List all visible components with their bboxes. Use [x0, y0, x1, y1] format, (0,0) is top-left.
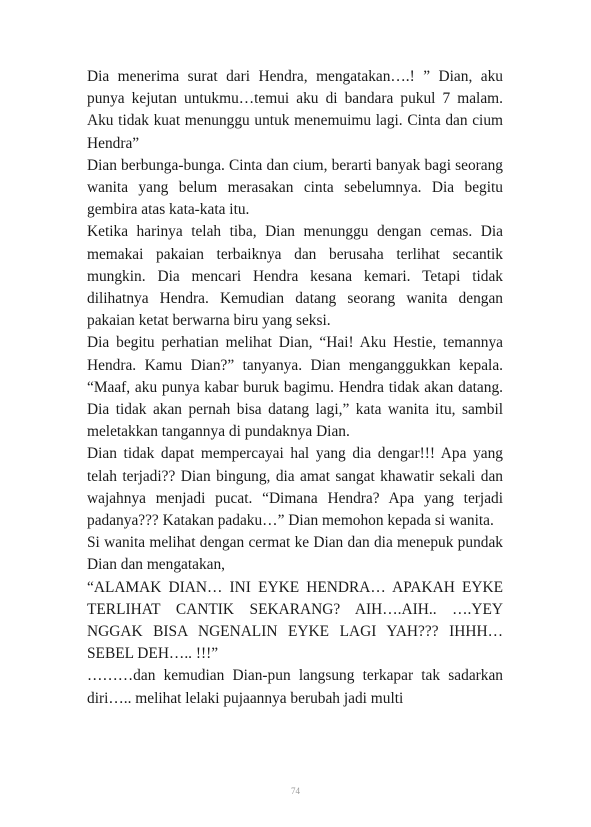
- paragraph: Dia begitu perhatian melihat Dian, “Hai! Aku Hestie, temannya Hendra. Kamu Dian?” tanyanya. Dian menganggukkan kepala. “Maaf, aku punya kabar buruk bagimu. Hendra tidak akan datang. Dia tidak akan pernah bisa datang lagi,” kata wanita itu, sambil meletakkan tangannya di pundaknya Dian.: [87, 334, 503, 441]
- paragraph: “ALAMAK DIAN… INI EYKE HENDRA… APAKAH EYKE TERLIHAT CANTIK SEKARANG? AIH….AIH.. ….YEY NGGAK BISA NGENALIN EYKE LAGI YAH??? IHHH… SEBEL DEH….. !!!”: [87, 578, 503, 663]
- paragraph: Dian tidak dapat mempercayai hal yang dia dengar!!! Apa yang telah terjadi?? Dian bingung, dia amat sangat khawatir sekali dan wajahnya menjadi pucat. “Dimana Hendra? Apa yang terjadi padanya??? Katakan padaku…” Dian memohon kepada si wanita.: [87, 445, 503, 530]
- paragraph: Si wanita melihat dengan cermat ke Dian dan dia menepuk pundak Dian dan mengatakan,: [87, 534, 503, 574]
- body-text: [87, 66, 503, 710]
- page-number: 74: [291, 786, 300, 796]
- paragraph: Dia menerima surat dari Hendra, mengatakan….! ” Dian, aku punya kejutan untukmu…temui aku di bandara pukul 7 malam. Aku tidak kuat menunggu untuk menemuimu lagi. Cinta dan cium Hendra”: [87, 68, 503, 152]
- paragraph: ………dan kemudian Dian-pun langsung terkapar tak sadarkan diri….. melihat lelaki pujaannya berubah jadi multi: [87, 667, 503, 707]
- paragraph: Dian berbunga-bunga. Cinta dan cium, berarti banyak bagi seorang wanita yang belum merasakan cinta sebelumnya. Dia begitu gembira atas kata-kata itu.: [87, 156, 503, 219]
- paragraph: Ketika harinya telah tiba, Dian menunggu dengan cemas. Dia memakai pakaian terbaiknya dan berusaha terlihat secantik mungkin. Dia mencari Hendra kesana kemari. Tetapi tidak dilihatnya Hendra. Kemudian datang seorang wanita dengan pakaian ketat berwarna biru yang seksi.: [87, 223, 503, 330]
